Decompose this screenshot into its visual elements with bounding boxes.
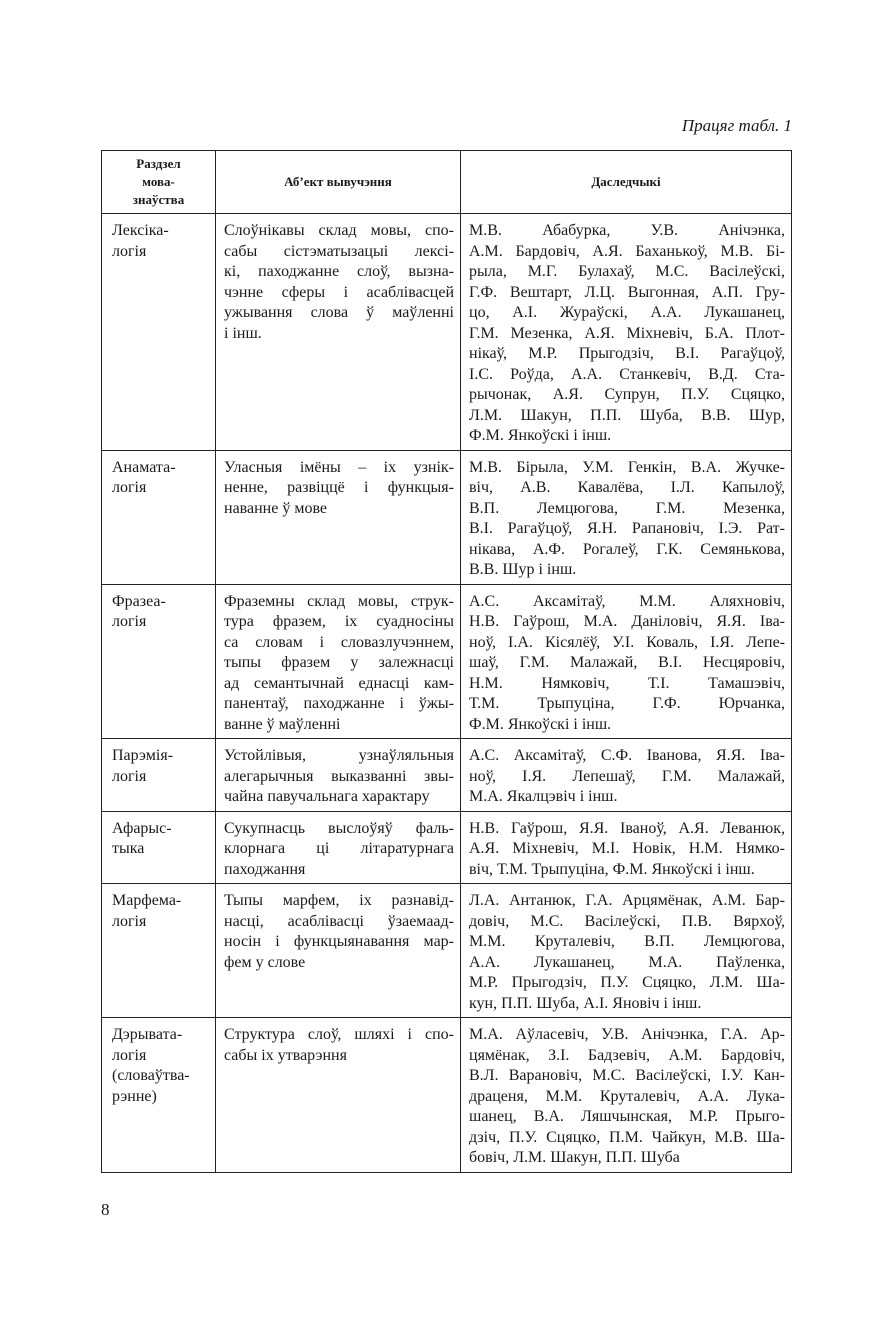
row-object <box>216 584 461 739</box>
cell-line: А.С. Аксамітаў, С.Ф. Іванова, Я.Я. Іва- <box>469 747 785 764</box>
row-object <box>216 1018 461 1173</box>
cell-line: А.Я. Міхневіч, М.І. Новік, Н.М. Нямко- <box>469 840 785 857</box>
cell-line: Т.М. Трыпуціна, Г.Ф. Юрчанка, <box>469 695 785 712</box>
cell-line: сабы іх утварэння <box>224 1046 347 1064</box>
cell-line: Лексіка- <box>112 222 169 239</box>
cell-line: кун, П.П. Шуба, А.І. Яновіч і інш. <box>469 994 702 1012</box>
cell-line: (словаўтва- <box>112 1067 190 1084</box>
cell-line: Фраземны склад мовы, струк- <box>224 592 454 610</box>
row-section <box>102 214 216 451</box>
cell-line: рэнне) <box>112 1087 157 1105</box>
row-object <box>216 884 461 1018</box>
cell-line: Слоўнікавы склад мовы, спо- <box>224 222 454 239</box>
cell-line: дзіч, П.У. Сцяцко, П.М. Чайкун, М.В. Ша- <box>469 1128 785 1146</box>
cell-line: кі, паходжанне слоў, вызна- <box>224 263 454 280</box>
cell-line: нікаў, М.Р. Прыгодзіч, В.І. Рагаўцоў, <box>469 345 785 362</box>
cell-line: цо, А.І. Жураўскі, А.А. Лукашанец, <box>469 304 785 321</box>
cell-line: Н.В. Гаўрош, М.А. Даніловіч, Я.Я. Іва- <box>469 613 785 630</box>
cell-line: тыка <box>112 840 145 857</box>
cell-line: Л.М. Шакун, П.П. Шуба, В.В. Шур, <box>469 406 785 424</box>
cell-line: ванне ў маўленні <box>224 715 341 733</box>
linguistics-table <box>101 150 792 1173</box>
cell-line: Устойлівыя, узнаўляльныя <box>224 747 454 764</box>
cell-line: Фразеа- <box>112 592 166 610</box>
cell-line: Дэрывата- <box>112 1026 183 1043</box>
cell-line: В.Л. Варановіч, М.С. Васілеўскі, І.У. Кан- <box>469 1067 785 1084</box>
row-researchers <box>461 811 792 884</box>
table-header-row <box>102 151 792 214</box>
cell-line: В.В. Шур і інш. <box>469 561 577 578</box>
cell-line: панентаў, паходжанне і ўжы- <box>224 695 454 712</box>
table-row <box>102 739 792 812</box>
cell-line: Анамата- <box>112 458 176 476</box>
header-researchers: Даследчыкі <box>461 151 792 214</box>
table-row <box>102 884 792 1018</box>
cell-line: Ф.М. Янкоўскі і інш. <box>469 715 612 733</box>
cell-line: сабы сістэматызацыі лексі- <box>224 242 454 260</box>
cell-line: нікава, А.Ф. Рогалеў, Г.К. Семянькова, <box>469 540 785 558</box>
row-researchers <box>461 450 792 584</box>
cell-line: В.І. Рагаўцоў, Я.Н. Рапановіч, І.Э. Рат- <box>469 520 785 537</box>
cell-line: насці, асаблівасці ўзаемаад- <box>224 912 454 930</box>
cell-line: тыпы фразем у залежнасці <box>224 654 454 671</box>
table-row <box>102 811 792 884</box>
cell-line: ад семантычнай еднасці кам- <box>224 674 454 692</box>
cell-line: чэнне сферы і асаблівасцей <box>224 283 454 301</box>
header-object: Аб’ект вывучэння <box>216 151 461 214</box>
row-researchers <box>461 214 792 451</box>
cell-line: носін і функцыянавання мар- <box>224 933 454 950</box>
page-number: 8 <box>101 1200 110 1219</box>
cell-line: Н.М. Нямковіч, Т.І. Тамашэвіч, <box>469 674 785 692</box>
row-section <box>102 450 216 584</box>
cell-line: логія <box>112 242 147 260</box>
cell-line: цямёнак, З.І. Бадзевіч, А.М. Бардовіч, <box>469 1046 785 1064</box>
row-section <box>102 739 216 812</box>
cell-line: тура фразем, іх суадносіны <box>224 613 454 630</box>
cell-line: І.С. Роўда, А.А. Станкевіч, В.Д. Ста- <box>469 365 785 383</box>
cell-line: і інш. <box>224 324 262 342</box>
cell-line: ноў, І.А. Кісялёў, У.І. Коваль, І.Я. Лепе- <box>469 633 785 651</box>
cell-line: рычонак, А.Я. Супрун, П.У. Сцяцко, <box>469 386 785 403</box>
cell-line: логія <box>112 613 147 630</box>
cell-line: В.П. Лемцюгова, Г.М. Мезенка, <box>469 499 785 517</box>
table-body <box>102 214 792 1173</box>
cell-line: Сукупнасць выслоўяў фаль- <box>224 819 454 837</box>
row-object <box>216 811 461 884</box>
cell-line: логія <box>112 1046 147 1064</box>
cell-line: М.В. Абабурка, У.В. Анічэнка, <box>469 222 785 239</box>
cell-line: чайна павучальнага характару <box>224 788 430 805</box>
cell-line: Ф.М. Янкоўскі і інш. <box>469 427 612 444</box>
row-section <box>102 811 216 884</box>
cell-line: Уласныя імёны – іх узнік- <box>224 458 454 476</box>
row-researchers <box>461 884 792 1018</box>
header-section: Раздзел мова- знаўства <box>102 151 216 214</box>
cell-line: А.С. Аксамітаў, М.М. Аляхновіч, <box>469 592 785 610</box>
table-row <box>102 1018 792 1173</box>
cell-line: ненне, развіццё і функцыя- <box>224 479 454 496</box>
table-continuation-label: Працяг табл. 1 <box>681 116 792 135</box>
cell-line: алегарычныя выказванні звы- <box>224 767 454 785</box>
cell-line: М.М. Круталевіч, В.П. Лемцюгова, <box>469 933 785 950</box>
cell-line: Л.А. Антанюк, Г.А. Арцямёнак, А.М. Бар- <box>469 892 785 909</box>
cell-line: паходжання <box>224 860 306 878</box>
cell-line: Парэмія- <box>112 747 174 764</box>
row-section <box>102 884 216 1018</box>
cell-line: шанец, В.А. Ляшчынская, М.Р. Прыго- <box>469 1108 785 1125</box>
cell-line: М.Р. Прыгодзіч, П.У. Сцяцко, Л.М. Ша- <box>469 974 785 991</box>
cell-line: ноў, І.Я. Лепешаў, Г.М. Малажай, <box>469 767 785 785</box>
table-row <box>102 584 792 739</box>
cell-line: довіч, М.С. Васілеўскі, П.В. Вярхоў, <box>469 912 785 930</box>
cell-line: рыла, М.Г. Булахаў, М.С. Васілеўскі, <box>469 263 785 280</box>
cell-line: Марфема- <box>112 892 182 909</box>
cell-line: Афарыс- <box>112 819 172 837</box>
table-row <box>102 214 792 451</box>
cell-line: М.А. Аўласевіч, У.В. Анічэнка, Г.А. Ар- <box>469 1026 785 1043</box>
cell-line: клорнага ці літаратурнага <box>224 840 454 857</box>
row-section <box>102 584 216 739</box>
cell-line: М.В. Бірыла, У.М. Генкін, В.А. Жучке- <box>469 458 785 476</box>
cell-line: А.М. Бардовіч, А.Я. Баханькоў, М.В. Бі- <box>469 242 785 260</box>
cell-line: А.А. Лукашанец, М.А. Паўленка, <box>469 953 785 971</box>
cell-line: са словам і словазлучэннем, <box>224 633 454 651</box>
cell-line: Тыпы марфем, іх разнавід- <box>224 892 454 909</box>
cell-line: логія <box>112 767 147 785</box>
cell-line: наванне ў мове <box>224 499 328 517</box>
cell-line: віч, А.В. Кавалёва, І.Л. Капылоў, <box>469 479 785 496</box>
cell-line: фем у слове <box>224 953 306 971</box>
cell-line: М.А. Якалцэвіч і інш. <box>469 788 618 805</box>
cell-line: бовіч, Л.М. Шакун, П.П. Шуба <box>469 1149 680 1166</box>
cell-line: віч, Т.М. Трыпуціна, Ф.М. Янкоўскі і інш. <box>469 860 755 878</box>
cell-line: шаў, Г.М. Малажай, В.І. Несцяровіч, <box>469 654 785 671</box>
cell-line: Структура слоў, шляхі і спо- <box>224 1026 454 1043</box>
row-researchers <box>461 739 792 812</box>
cell-line: драценя, М.М. Круталевіч, А.А. Лука- <box>469 1087 785 1105</box>
table-row <box>102 450 792 584</box>
row-object <box>216 739 461 812</box>
row-section <box>102 1018 216 1173</box>
cell-line: ужывання слова ў маўленні <box>224 304 454 321</box>
cell-line: Н.В. Гаўрош, Я.Я. Іваноў, А.Я. Леванюк, <box>469 819 785 837</box>
row-researchers <box>461 1018 792 1173</box>
cell-line: логія <box>112 479 147 496</box>
row-researchers <box>461 584 792 739</box>
cell-line: Г.Ф. Вештарт, Л.Ц. Выгонная, А.П. Гру- <box>469 283 785 301</box>
cell-line: Г.М. Мезенка, А.Я. Міхневіч, Б.А. Плот- <box>469 324 785 342</box>
row-object <box>216 450 461 584</box>
cell-line: логія <box>112 912 147 930</box>
row-object <box>216 214 461 451</box>
